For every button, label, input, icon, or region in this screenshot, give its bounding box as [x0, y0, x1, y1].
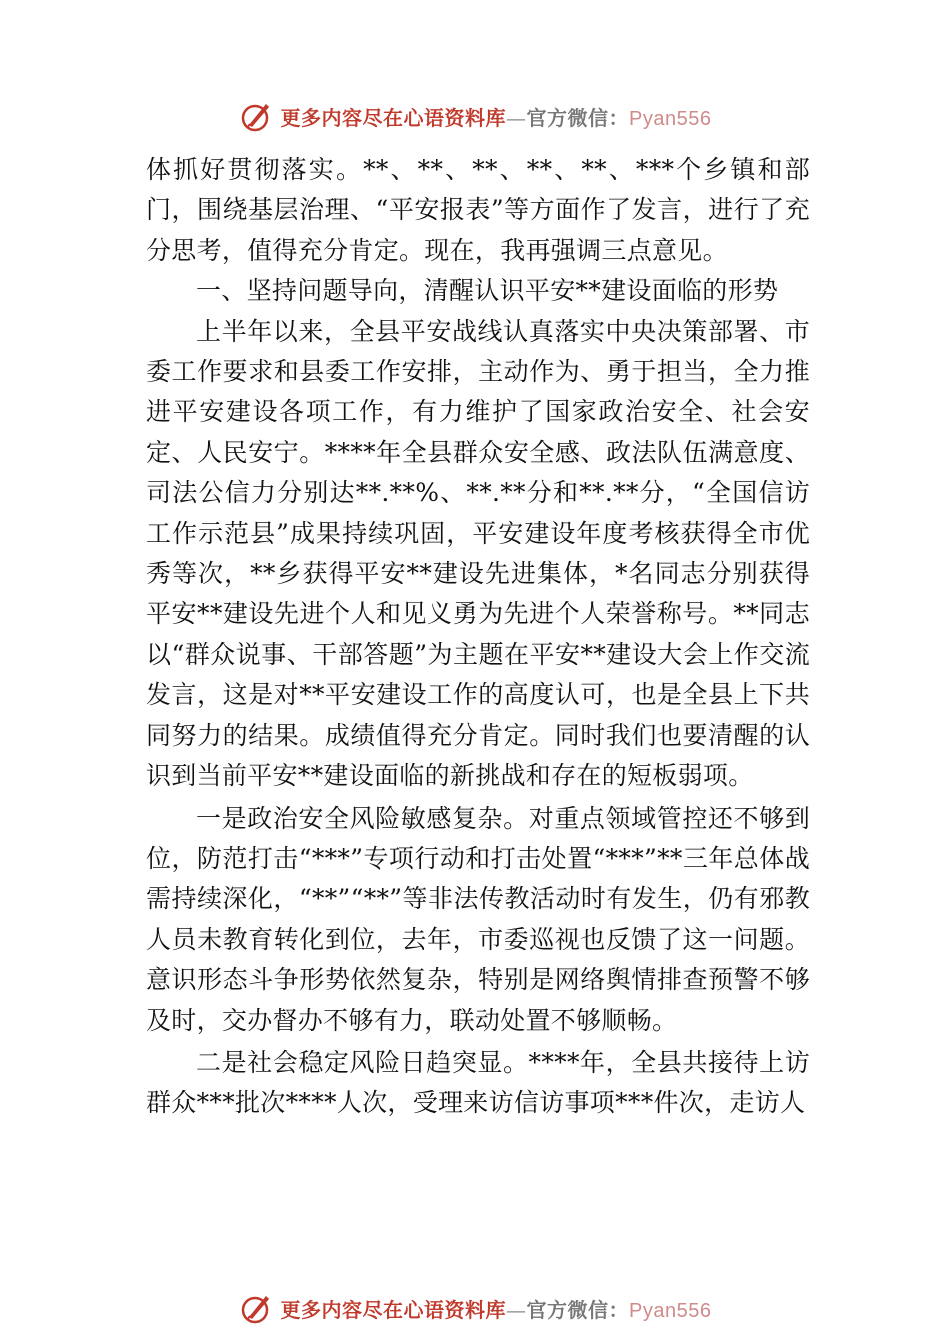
document-body: [146, 150, 810, 1124]
watermark-account: Pyan556: [629, 1299, 712, 1322]
watermark-label: 官方微信：: [526, 105, 630, 130]
watermark-text: [281, 102, 712, 131]
section-heading: 一、坚持问题导向，清醒认识平安**建设面临的形势: [196, 276, 779, 306]
watermark-account: Pyan556: [629, 107, 712, 130]
watermark-separator: —: [506, 1297, 527, 1322]
quill-logo-icon: [239, 98, 275, 134]
watermark-brand: 更多内容尽在心语资料库: [280, 1297, 507, 1322]
watermark-brand: 更多内容尽在心语资料库: [280, 105, 507, 130]
footer-watermark: [0, 1286, 950, 1330]
paragraph: 一是政治安全风险敏感复杂。对重点领域管控还不够到位，防范打击“***”专项行动和打击处置“***”**三年总体战需持续深化，“**”“**”等非法传教活动时有发生，仍有邪教人员未教育转化到位，去年，市委巡视也反馈了这一问题。意识形态斗争形势依然复杂，特别是网络舆情排查预警不够及时，交办督办不够有力，联动处置不够顺畅。: [146, 803, 810, 1035]
watermark-separator: —: [506, 105, 527, 130]
quill-logo-icon: [239, 1290, 275, 1326]
paragraph: 二是社会稳定风险日趋突显。****年，全县共接待上访群众***批次****人次，受理来访信访事项***件次，走访人: [146, 1047, 810, 1118]
paragraph: 上半年以来，全县平安战线认真落实中央决策部署、市委工作要求和县委工作安排，主动作为、勇于担当，全力推进平安建设各项工作，有力维护了国家政治安全、社会安定、人民安宁。****年全县群众安全感、政法队伍满意度、司法公信力分别达**.**%、**.**分和**.**分，“全国信访工作示范县”成果持续巩固，平安建设年度考核获得全市优秀等次，**乡获得平安**建设先进集体，*名同志分别获得平安**建设先进个人和见义勇为先进个人荣誉称号。**同志以“群众说事、干部答题”为主题在平安**建设大会上作交流发言，这是对**平安建设工作的高度认可，也是全县上下共同努力的结果。成绩值得充分肯定。同时我们也要清醒的认识到当前平安**建设面临的新挑战和存在的短板弱项。: [146, 316, 810, 791]
header-watermark: [0, 94, 950, 138]
watermark-label: 官方微信：: [526, 1297, 630, 1322]
watermark-text: [281, 1294, 712, 1323]
paragraph-continuation: 体抓好贯彻落实。**、**、**、**、**、***个乡镇和部门，围绕基层治理、“平安报表”等方面作了发言，进行了充分思考，值得充分肯定。现在，我再强调三点意见。: [146, 155, 810, 265]
